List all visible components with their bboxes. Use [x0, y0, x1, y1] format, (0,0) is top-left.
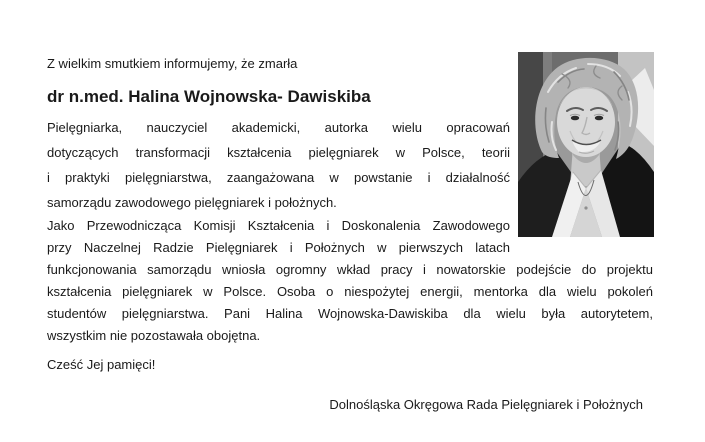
- text-line: studentów pielęgniarstwa. Pani Halina Wojnowska-Dawiskiba dla wielu była autorytetem,: [47, 306, 653, 321]
- portrait-photo: [518, 52, 654, 237]
- deceased-name-title: dr n.med. Halina Wojnowska- Dawiskiba: [47, 87, 371, 106]
- text-line: dotyczących transformacji kształcenia pielęgniarek w Polsce, teorii: [47, 145, 510, 160]
- text-line: Pielęgniarka, nauczyciel akademicki, autorka wielu opracowań: [47, 120, 510, 135]
- text-line: i praktyki pielęgniarstwa, zaangażowana w powstanie i działalność: [47, 170, 510, 185]
- announcement-intro: Z wielkim smutkiem informujemy, że zmarła: [47, 56, 298, 71]
- text-line: wszystkim nie pozostawała obojętna.: [47, 328, 261, 343]
- signature-line: Dolnośląska Okręgowa Rada Pielęgniarek i Położnych: [329, 397, 643, 412]
- text-line: samorządu zawodowego pielęgniarek i położnych.: [47, 195, 337, 210]
- text-line: Jako Przewodnicząca Komisji Kształcenia i Doskonalenia Zawodowego: [47, 218, 510, 233]
- text-line: przy Naczelnej Radzie Pielęgniarek i Położnych w pierwszych latach: [47, 240, 510, 255]
- text-line: funkcjonowania samorządu wniosła ogromny wkład pracy i nowatorskie podejście do projektu: [47, 262, 653, 277]
- portrait-photo-illustration: [518, 52, 654, 237]
- text-line: kształcenia pielęgniarek w Polsce. Osoba o niespożytej energii, mentorka dla wielu pokoleń: [47, 284, 653, 299]
- farewell-line: Cześć Jej pamięci!: [47, 357, 156, 372]
